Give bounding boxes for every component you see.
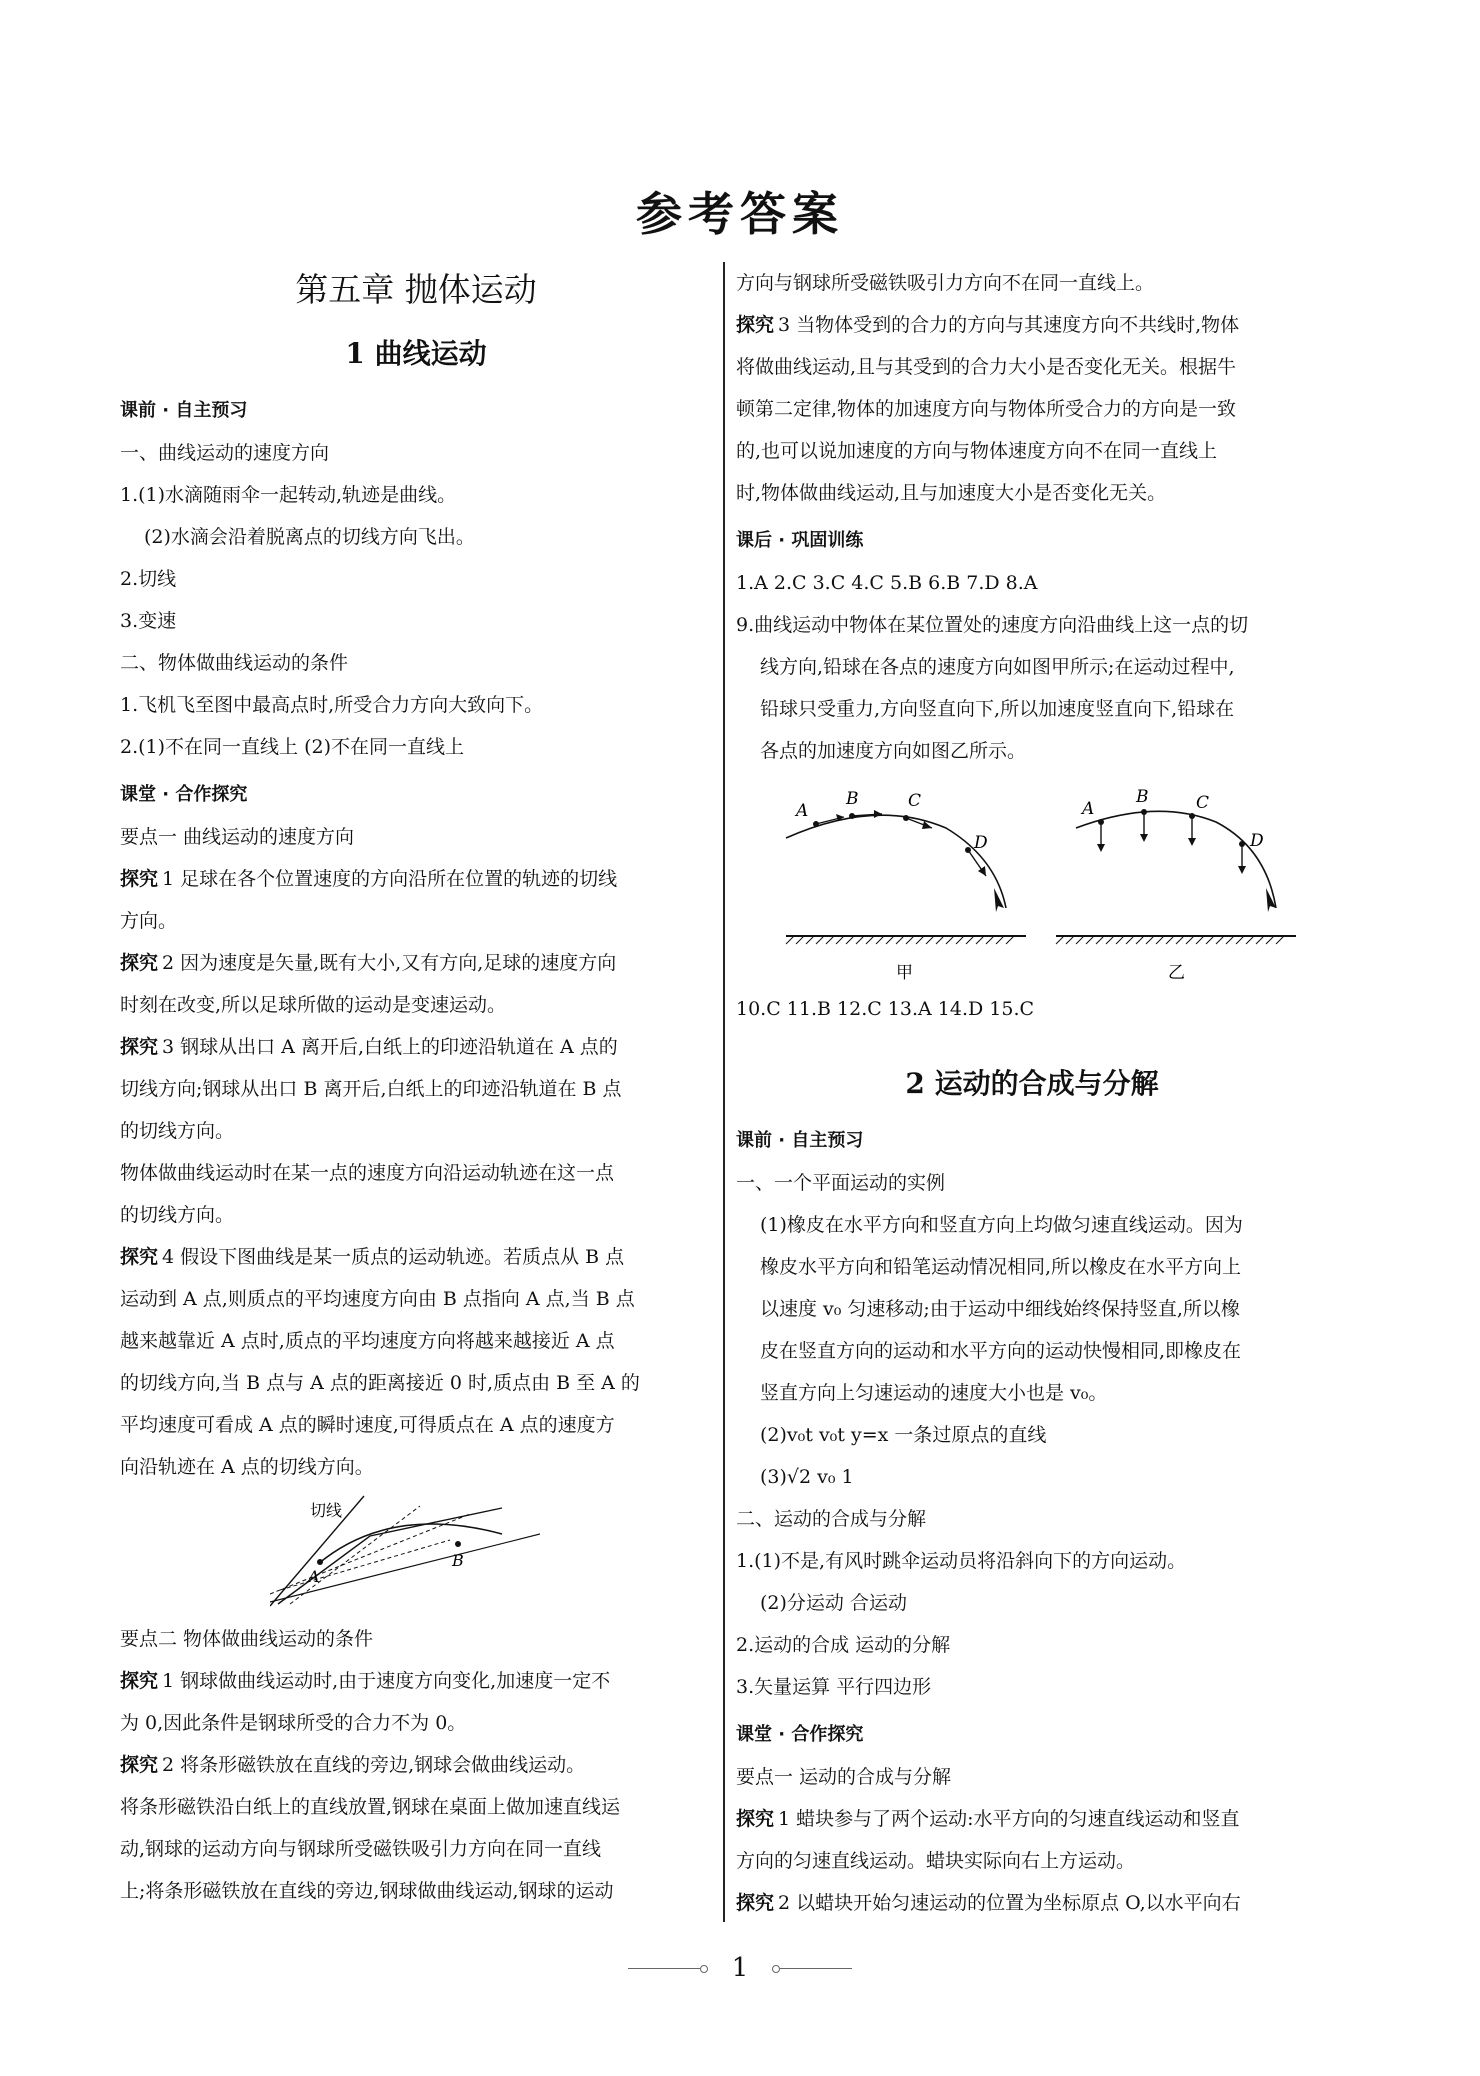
explore-3-line: 探究 3 钢球从出口 A 离开后,白纸上的印迹沿轨道在 A 点的 bbox=[120, 1036, 618, 1058]
text-line: 一、一个平面运动的实例 bbox=[736, 1172, 946, 1194]
text-line: 2.运动的合成 运动的分解 bbox=[736, 1634, 951, 1656]
svg-text:C: C bbox=[908, 791, 922, 811]
explore-label: 探究 bbox=[120, 1036, 159, 1058]
text-line: 顿第二定律,物体的加速度方向与物体所受合力的方向是一致 bbox=[736, 398, 1237, 420]
page-title: 参考答案 bbox=[636, 187, 844, 241]
text-line: 一、曲线运动的速度方向 bbox=[120, 442, 330, 464]
text-line: 物体做曲线运动时在某一点的速度方向沿运动轨迹在这一点 bbox=[120, 1162, 615, 1184]
explore-label: 探究 bbox=[120, 1670, 159, 1692]
explore-label: 探究 bbox=[120, 1754, 159, 1776]
text-line: 的切线方向,当 B 点与 A 点的距离接近 0 时,质点由 B 至 A 的 bbox=[120, 1372, 640, 1394]
explore-2-line: 探究 2 因为速度是矢量,既有大小,又有方向,足球的速度方向 bbox=[120, 952, 617, 974]
text-line: 1.飞机飞至图中最高点时,所受合力方向大致向下。 bbox=[120, 694, 544, 716]
text-line: 二、运动的合成与分解 bbox=[736, 1508, 927, 1530]
svg-text:C: C bbox=[1196, 793, 1210, 813]
label-a: A bbox=[308, 1567, 320, 1586]
explore-label: 探究 bbox=[120, 1246, 159, 1268]
figure-yi bbox=[1056, 787, 1296, 983]
text-line: (3)√2 v₀ 1 bbox=[760, 1466, 854, 1488]
velocity-acceleration-diagram bbox=[756, 778, 1316, 988]
text-line: 9.曲线运动中物体在某位置处的速度方向沿曲线上这一点的切 bbox=[736, 614, 1249, 636]
tangent-diagram bbox=[270, 1494, 540, 1614]
point-b bbox=[455, 1541, 461, 1547]
text-line: 3.矢量运算 平行四边形 bbox=[736, 1676, 932, 1698]
trajectory-curve bbox=[278, 1508, 502, 1604]
text-line: 竖直方向上匀速运动的速度大小也是 v₀。 bbox=[760, 1382, 1108, 1404]
explore-1-line: 探究 1 足球在各个位置速度的方向沿所在位置的轨迹的切线 bbox=[120, 868, 618, 890]
explore-label: 探究 bbox=[736, 1892, 775, 1914]
pre-study-heading: 课前 · 自主预习 bbox=[120, 400, 248, 421]
post-class-heading: 课后 · 巩固训练 bbox=[736, 530, 864, 551]
text-line: 线方向,铅球在各点的速度方向如图甲所示;在运动过程中, bbox=[760, 656, 1235, 678]
page-number: 1 bbox=[731, 1953, 749, 1983]
answer-row-2: 10.C 11.B 12.C 13.A 14.D 15.C bbox=[736, 998, 1035, 1020]
figure-jia bbox=[786, 789, 1026, 983]
left-column bbox=[120, 262, 712, 1912]
text-line: 将条形磁铁沿白纸上的直线放置,钢球在桌面上做加速直线运 bbox=[120, 1796, 621, 1818]
svg-text:B: B bbox=[1136, 787, 1149, 807]
explore-label: 探究 bbox=[736, 1808, 775, 1830]
page-footer bbox=[0, 1948, 1480, 1988]
explore-3b-line: 探究 3 当物体受到的合力的方向与其速度方向不共线时,物体 bbox=[736, 314, 1240, 336]
text-line: 平均速度可看成 A 点的瞬时速度,可得质点在 A 点的速度方 bbox=[120, 1414, 615, 1436]
svg-text:B: B bbox=[846, 789, 859, 809]
text-line: 动,钢球的运动方向与钢球所受磁铁吸引力方向在同一直线 bbox=[120, 1838, 602, 1860]
text-line: 橡皮水平方向和铅笔运动情况相同,所以橡皮在水平方向上 bbox=[760, 1256, 1242, 1278]
explore-label: 探究 bbox=[120, 868, 159, 890]
text-line: 2.(1)不在同一直线上 (2)不在同一直线上 bbox=[120, 736, 464, 758]
explore-label: 探究 bbox=[736, 314, 775, 336]
text-line: 二、物体做曲线运动的条件 bbox=[120, 652, 349, 674]
footer-rule-right bbox=[780, 1968, 852, 1969]
pre-study-heading-2: 课前 · 自主预习 bbox=[736, 1130, 864, 1151]
explore-1b-line: 探究 1 钢球做曲线运动时,由于速度方向变化,加速度一定不 bbox=[120, 1670, 611, 1692]
section-title-1: 1 曲线运动 bbox=[345, 337, 487, 370]
text-line: 各点的加速度方向如图乙所示。 bbox=[760, 740, 1027, 762]
svg-text:D: D bbox=[1250, 831, 1264, 851]
explore-label: 探究 bbox=[120, 952, 159, 974]
text-line: 向沿轨迹在 A 点的切线方向。 bbox=[120, 1456, 374, 1478]
svg-text:A: A bbox=[796, 801, 809, 821]
text-line: (2)分运动 合运动 bbox=[760, 1592, 907, 1614]
classroom-heading: 课堂 · 合作探究 bbox=[120, 784, 248, 805]
text-line: 皮在竖直方向的运动和水平方向的运动快慢相同,即橡皮在 bbox=[760, 1340, 1242, 1362]
text-line: 3.变速 bbox=[120, 610, 177, 632]
text-line: (2)水滴会沿着脱离点的切线方向飞出。 bbox=[144, 526, 475, 548]
text-line: 为 0,因此条件是钢球所受的合力不为 0。 bbox=[120, 1712, 467, 1734]
text-line: 切线方向;钢球从出口 B 离开后,白纸上的印迹沿轨道在 B 点 bbox=[120, 1078, 622, 1100]
text-line: 方向的匀速直线运动。蜡块实际向右上方运动。 bbox=[736, 1850, 1136, 1872]
text-line: 1.(1)不是,有风时跳伞运动员将沿斜向下的方向运动。 bbox=[736, 1550, 1187, 1572]
text-line: 的,也可以说加速度的方向与物体速度方向不在同一直线上 bbox=[736, 440, 1218, 462]
svg-text:A: A bbox=[1082, 799, 1095, 819]
text-line: 1.(1)水滴随雨伞一起转动,轨迹是曲线。 bbox=[120, 484, 457, 506]
column-divider bbox=[723, 262, 725, 1922]
text-line: 上;将条形磁铁放在直线的旁边,钢球做曲线运动,钢球的运动 bbox=[120, 1880, 614, 1902]
text-line: 将做曲线运动,且与其受到的合力大小是否变化无关。根据牛 bbox=[736, 356, 1237, 378]
text-line: (2)v₀t v₀t y=x 一条过原点的直线 bbox=[760, 1424, 1047, 1446]
tangent-label: 切线 bbox=[310, 1501, 343, 1520]
text-line: 铅球只受重力,方向竖直向下,所以加速度竖直向下,铅球在 bbox=[760, 698, 1235, 720]
answer-row-1: 1.A 2.C 3.C 4.C 5.B 6.B 7.D 8.A bbox=[736, 572, 1038, 594]
chapter-title: 第五章 抛体运动 bbox=[295, 270, 537, 309]
text-line: 2.切线 bbox=[120, 568, 177, 590]
text-line: 运动到 A 点,则质点的平均速度方向由 B 点指向 A 点,当 B 点 bbox=[120, 1288, 635, 1310]
text-line: 方向。 bbox=[120, 910, 178, 932]
text-line: 的切线方向。 bbox=[120, 1204, 235, 1226]
text-line: 时刻在改变,所以足球所做的运动是变速运动。 bbox=[120, 994, 507, 1016]
key-point-1: 要点一 曲线运动的速度方向 bbox=[120, 826, 355, 848]
text-line: 越来越靠近 A 点时,质点的平均速度方向将越来越接近 A 点 bbox=[120, 1330, 615, 1352]
label-b: B bbox=[452, 1551, 464, 1570]
text-line: 方向与钢球所受磁铁吸引力方向不在同一直线上。 bbox=[736, 272, 1155, 294]
classroom-heading-2: 课堂 · 合作探究 bbox=[736, 1724, 864, 1745]
key-point-1b: 要点一 运动的合成与分解 bbox=[736, 1766, 952, 1788]
text-line: 以速度 v₀ 匀速移动;由于运动中细线始终保持竖直,所以橡 bbox=[760, 1298, 1240, 1320]
footer-rule-left bbox=[628, 1968, 700, 1969]
right-column bbox=[736, 262, 1328, 1924]
footer-dot bbox=[700, 1965, 708, 1973]
explore-2b-line: 探究 2 将条形磁铁放在直线的旁边,钢球会做曲线运动。 bbox=[120, 1754, 586, 1776]
explore-1c-line: 探究 1 蜡块参与了两个运动:水平方向的匀速直线运动和竖直 bbox=[736, 1808, 1240, 1830]
section-title-2: 2 运动的合成与分解 bbox=[905, 1067, 1159, 1100]
footer-dot bbox=[772, 1965, 780, 1973]
text-line: (1)橡皮在水平方向和竖直方向上均做匀速直线运动。因为 bbox=[760, 1214, 1243, 1236]
caption-yi: 乙 bbox=[1168, 963, 1185, 983]
explore-2c-line: 探究 2 以蜡块开始匀速运动的位置为坐标原点 O,以水平向右 bbox=[736, 1892, 1241, 1914]
caption-jia: 甲 bbox=[896, 963, 913, 983]
text-line: 时,物体做曲线运动,且与加速度大小是否变化无关。 bbox=[736, 482, 1167, 504]
point-a bbox=[317, 1559, 323, 1565]
explore-4-line: 探究 4 假设下图曲线是某一质点的运动轨迹。若质点从 B 点 bbox=[120, 1246, 625, 1268]
key-point-2: 要点二 物体做曲线运动的条件 bbox=[120, 1628, 374, 1650]
text-line: 的切线方向。 bbox=[120, 1120, 235, 1142]
svg-text:D: D bbox=[974, 833, 988, 853]
